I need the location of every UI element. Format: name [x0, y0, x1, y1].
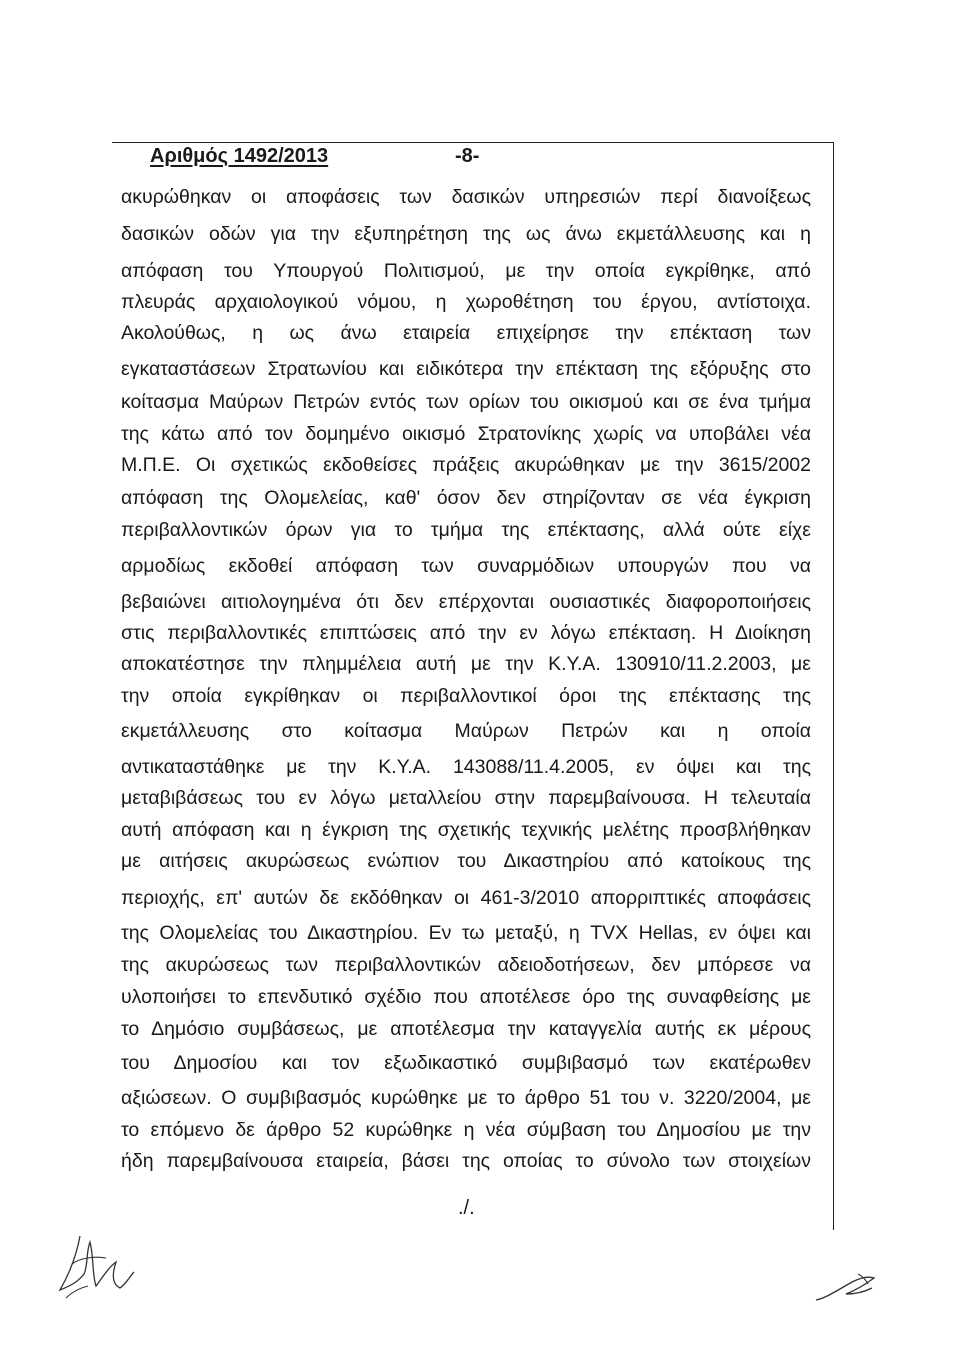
text-line: υλοποιήσει το επενδυτικό σχέδιο που αποτέλεσε όρο της συναφθείσης με — [121, 986, 811, 1008]
text-line: απόφαση της Ολομελείας, καθ' όσον δεν στηρίζονταν σε νέα έγκριση — [121, 487, 811, 509]
text-line: εγκαταστάσεων Στρατωνίου και ειδικότερα την επέκταση της εξόρυξης στο — [121, 358, 811, 380]
text-line: εκμετάλλευσης στο κοίτασμα Μαύρων Πετρών και η οποία — [121, 720, 811, 742]
text-line: απόφαση του Υπουργού Πολιτισμού, με την οποία εγκρίθηκε, από — [121, 260, 811, 282]
text-line: δασικών οδών για την εξυπηρέτηση της ως άνω εκμετάλλευσης και η — [121, 223, 811, 245]
page-header — [150, 144, 480, 168]
handwritten-initials — [812, 1270, 882, 1306]
page-number: -8- — [455, 145, 480, 167]
page-frame-right-border — [833, 142, 834, 1230]
case-number: Αριθμός 1492/2013 — [150, 145, 329, 167]
text-line: Ακολούθως, η ως άνω εταιρεία επιχείρησε την επέκταση των — [121, 322, 811, 344]
text-line: κοίτασμα Μαύρων Πετρών εντός των ορίων του οικισμού και σε ένα τμήμα — [121, 391, 811, 413]
text-line: μεταβιβάσεως του εν λόγω μεταλλείου στην παρεμβαίνουσα. Η τελευταία — [121, 787, 811, 809]
page-frame-top-border — [112, 142, 834, 143]
text-line: βεβαιώνει αιτιολογημένα ότι δεν επέρχονται ουσιαστικές διαφοροποιήσεις — [121, 591, 811, 613]
text-line: αξιώσεων. Ο συμβιβασμός κυρώθηκε με το άρθρο 51 του ν. 3220/2004, με — [121, 1087, 811, 1109]
text-line: με αιτήσεις ακυρώσεως ενώπιον του Δικαστηρίου από κατοίκους της — [121, 850, 811, 872]
text-line: αυτή απόφαση και η έγκριση της σχετικής τεχνικής μελέτης προσβλήθηκαν — [121, 819, 811, 841]
text-line: του Δημοσίου και τον εξωδικαστικό συμβιβασμό των εκατέρωθεν — [121, 1052, 811, 1074]
text-line: Μ.Π.Ε. Οι σχετικώς εκδοθείσες πράξεις ακυρώθηκαν με την 3615/2002 — [121, 454, 811, 476]
text-line: την οποία εγκρίθηκαν οι περιβαλλοντικοί όροι της επέκτασης της — [121, 685, 811, 707]
continuation-mark: ./. — [458, 1197, 475, 1219]
text-line: της κάτω από τον δομημένο οικισμό Στρατονίκης χωρίς να υποβάλει νέα — [121, 423, 811, 445]
text-line: ήδη παρεμβαίνουσα εταιρεία, βάσει της οποίας το σύνολο των στοιχείων — [121, 1150, 811, 1172]
text-line: το Δημόσιο συμβάσεως, με αποτέλεσμα την καταγγελία αυτής εκ μέρους — [121, 1018, 811, 1040]
text-line: της Ολομελείας του Δικαστηρίου. Εν τω μεταξύ, η TVX Hellas, εν όψει και — [121, 922, 811, 944]
text-line: αντικαταστάθηκε με την Κ.Υ.Α. 143088/11.4.2005, εν όψει και της — [121, 756, 811, 778]
text-line: στις περιβαλλοντικές επιπτώσεις από την εν λόγω επέκταση. Η Διοίκηση — [121, 622, 811, 644]
text-line: πλευράς αρχαιολογικού νόμου, η χωροθέτηση του έργου, αντίστοιχα. — [121, 291, 811, 313]
handwritten-signature — [50, 1228, 140, 1308]
text-line: της ακυρώσεως των περιβαλλοντικών αδειοδοτήσεων, δεν μπόρεσε να — [121, 954, 811, 976]
text-line: περιβαλλοντικών όρων για το τμήμα της επέκτασης, αλλά ούτε είχε — [121, 519, 811, 541]
text-line: το επόμενο δε άρθρο 52 κυρώθηκε η νέα σύμβαση του Δημοσίου με την — [121, 1119, 811, 1141]
text-line: περιοχής, επ' αυτών δε εκδόθηκαν οι 461-3/2010 απορριπτικές αποφάσεις — [121, 887, 811, 909]
text-line: αποκατέστησε την πλημμέλεια αυτή με την Κ.Υ.Α. 130910/11.2.2003, με — [121, 653, 811, 675]
text-line: αρμοδίως εκδοθεί απόφαση των συναρμόδιων υπουργών που να — [121, 555, 811, 577]
text-line: ακυρώθηκαν οι αποφάσεις των δασικών υπηρεσιών περί διανοίξεως — [121, 186, 811, 208]
